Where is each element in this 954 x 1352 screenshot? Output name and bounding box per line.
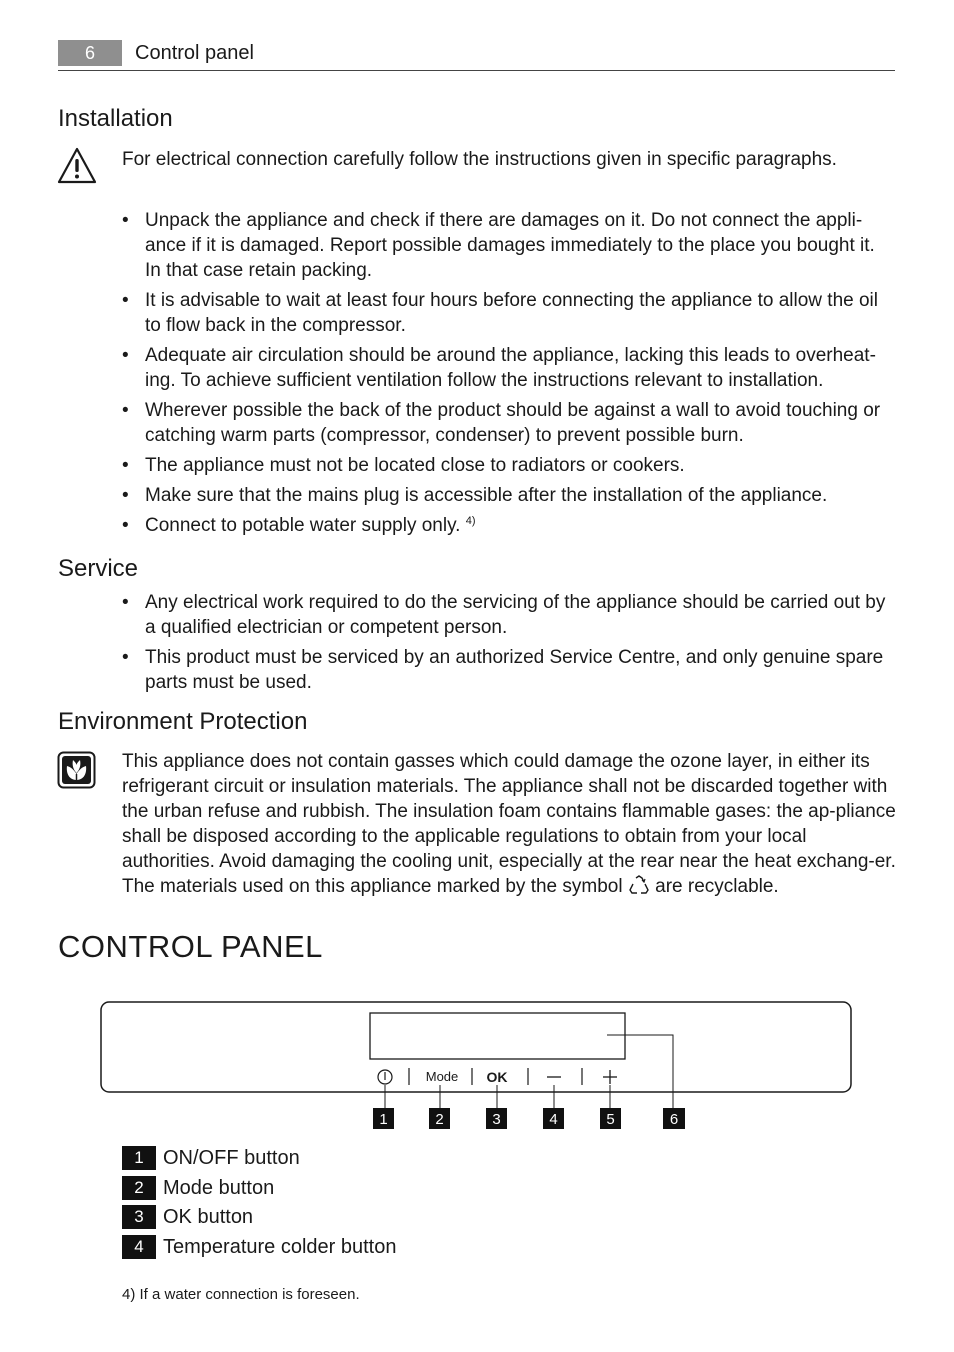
svg-text:6: 6 <box>669 1111 679 1128</box>
svg-text:4: 4 <box>549 1111 558 1128</box>
footnote-reference: 4) <box>465 515 476 527</box>
svg-text:1: 1 <box>379 1111 388 1128</box>
callout-2 <box>429 1108 450 1129</box>
legend-number: 2 <box>122 1176 156 1200</box>
mode-button[interactable]: Mode <box>425 1069 459 1084</box>
svg-text:2: 2 <box>435 1111 444 1128</box>
callout-6 <box>663 1108 685 1129</box>
list-item: • This product must be serviced by an authorized Service Centre, and only genuine spare parts must be used. <box>122 645 894 695</box>
svg-text:5: 5 <box>606 1111 615 1128</box>
environment-heading: Environment Protection <box>58 708 308 735</box>
callout-5 <box>600 1108 621 1129</box>
footnote: 4) If a water connection is foreseen. <box>122 1286 360 1303</box>
legend-number: 3 <box>122 1205 156 1229</box>
chapter-title: CONTROL PANEL <box>58 929 323 964</box>
legend-label: ON/OFF button <box>163 1147 300 1169</box>
installation-heading: Installation <box>58 105 173 132</box>
running-title: Control panel <box>135 42 254 64</box>
environment-leaf-icon <box>57 751 96 789</box>
warning-triangle-icon <box>57 147 97 185</box>
legend-label: Temperature colder button <box>163 1236 397 1258</box>
svg-text:3: 3 <box>492 1111 501 1128</box>
environment-paragraph <box>122 749 897 899</box>
recycle-icon <box>628 874 650 896</box>
environment-text: This appliance does not contain gasses which could damage the ozone layer, in either its refrigerant circuit or insulation materials. The appliance shall not be discarded together with the urban refuse and rubbish. The insulation foam contains flammable gases: the ap-pliance shall be disposed according to the applicable regulations to obtain from your local authorities. Avoid damaging the cooling unit, especially at the rear near the heat exchang-er. The materials used on this appliance marked by the symbol <box>122 751 896 897</box>
header-rule <box>58 70 895 71</box>
list-item: • Any electrical work required to do the servicing of the appliance should be carried out by a qualified electrician or competent person. <box>122 590 894 640</box>
callout-3 <box>486 1108 507 1129</box>
environment-text-end: are recyclable. <box>655 876 779 897</box>
list-item: • The appliance must not be located close to radiators or cookers. <box>122 453 894 478</box>
installation-bullets <box>122 208 894 543</box>
ok-button[interactable]: OK <box>486 1069 508 1085</box>
legend-number: 4 <box>122 1235 156 1259</box>
callout-1 <box>373 1108 394 1129</box>
page-number: 6 <box>58 40 122 66</box>
service-heading: Service <box>58 555 139 582</box>
list-item: • Unpack the appliance and check if there are damages on it. Do not connect the appli-ance if it is damaged. Report possible damages immediately to the place you bought it. In that case retain packing. <box>122 208 894 283</box>
callout-4 <box>543 1108 564 1129</box>
control-panel-diagram <box>95 995 860 1140</box>
legend-label: OK button <box>163 1206 254 1228</box>
legend-label: Mode button <box>163 1177 275 1199</box>
list-item: • It is advisable to wait at least four hours before connecting the appliance to allow the oil to flow back in the compressor. <box>122 288 894 338</box>
list-item: • Wherever possible the back of the product should be against a wall to avoid touching or catching warm parts (compressor, condenser) to prevent possible burn. <box>122 398 894 448</box>
list-item-text: Connect to potable water supply only. <box>145 515 461 536</box>
plus-icon[interactable] <box>603 1070 617 1084</box>
warning-text: For electrical connection carefully follow the instructions given in specific paragraphs. <box>122 149 837 170</box>
list-item: • Make sure that the mains plug is accessible after the installation of the appliance. <box>122 483 894 508</box>
panel-outline <box>101 1002 851 1092</box>
legend-number: 1 <box>122 1146 156 1170</box>
list-item: • Adequate air circulation should be around the appliance, lacking this leads to overheat-ing. To achieve sufficient ventilation follow the instructions relevant to installation. <box>122 343 894 393</box>
display-window <box>370 1013 625 1059</box>
power-icon[interactable] <box>378 1070 392 1084</box>
service-bullets <box>122 590 894 700</box>
list-item <box>122 513 894 538</box>
